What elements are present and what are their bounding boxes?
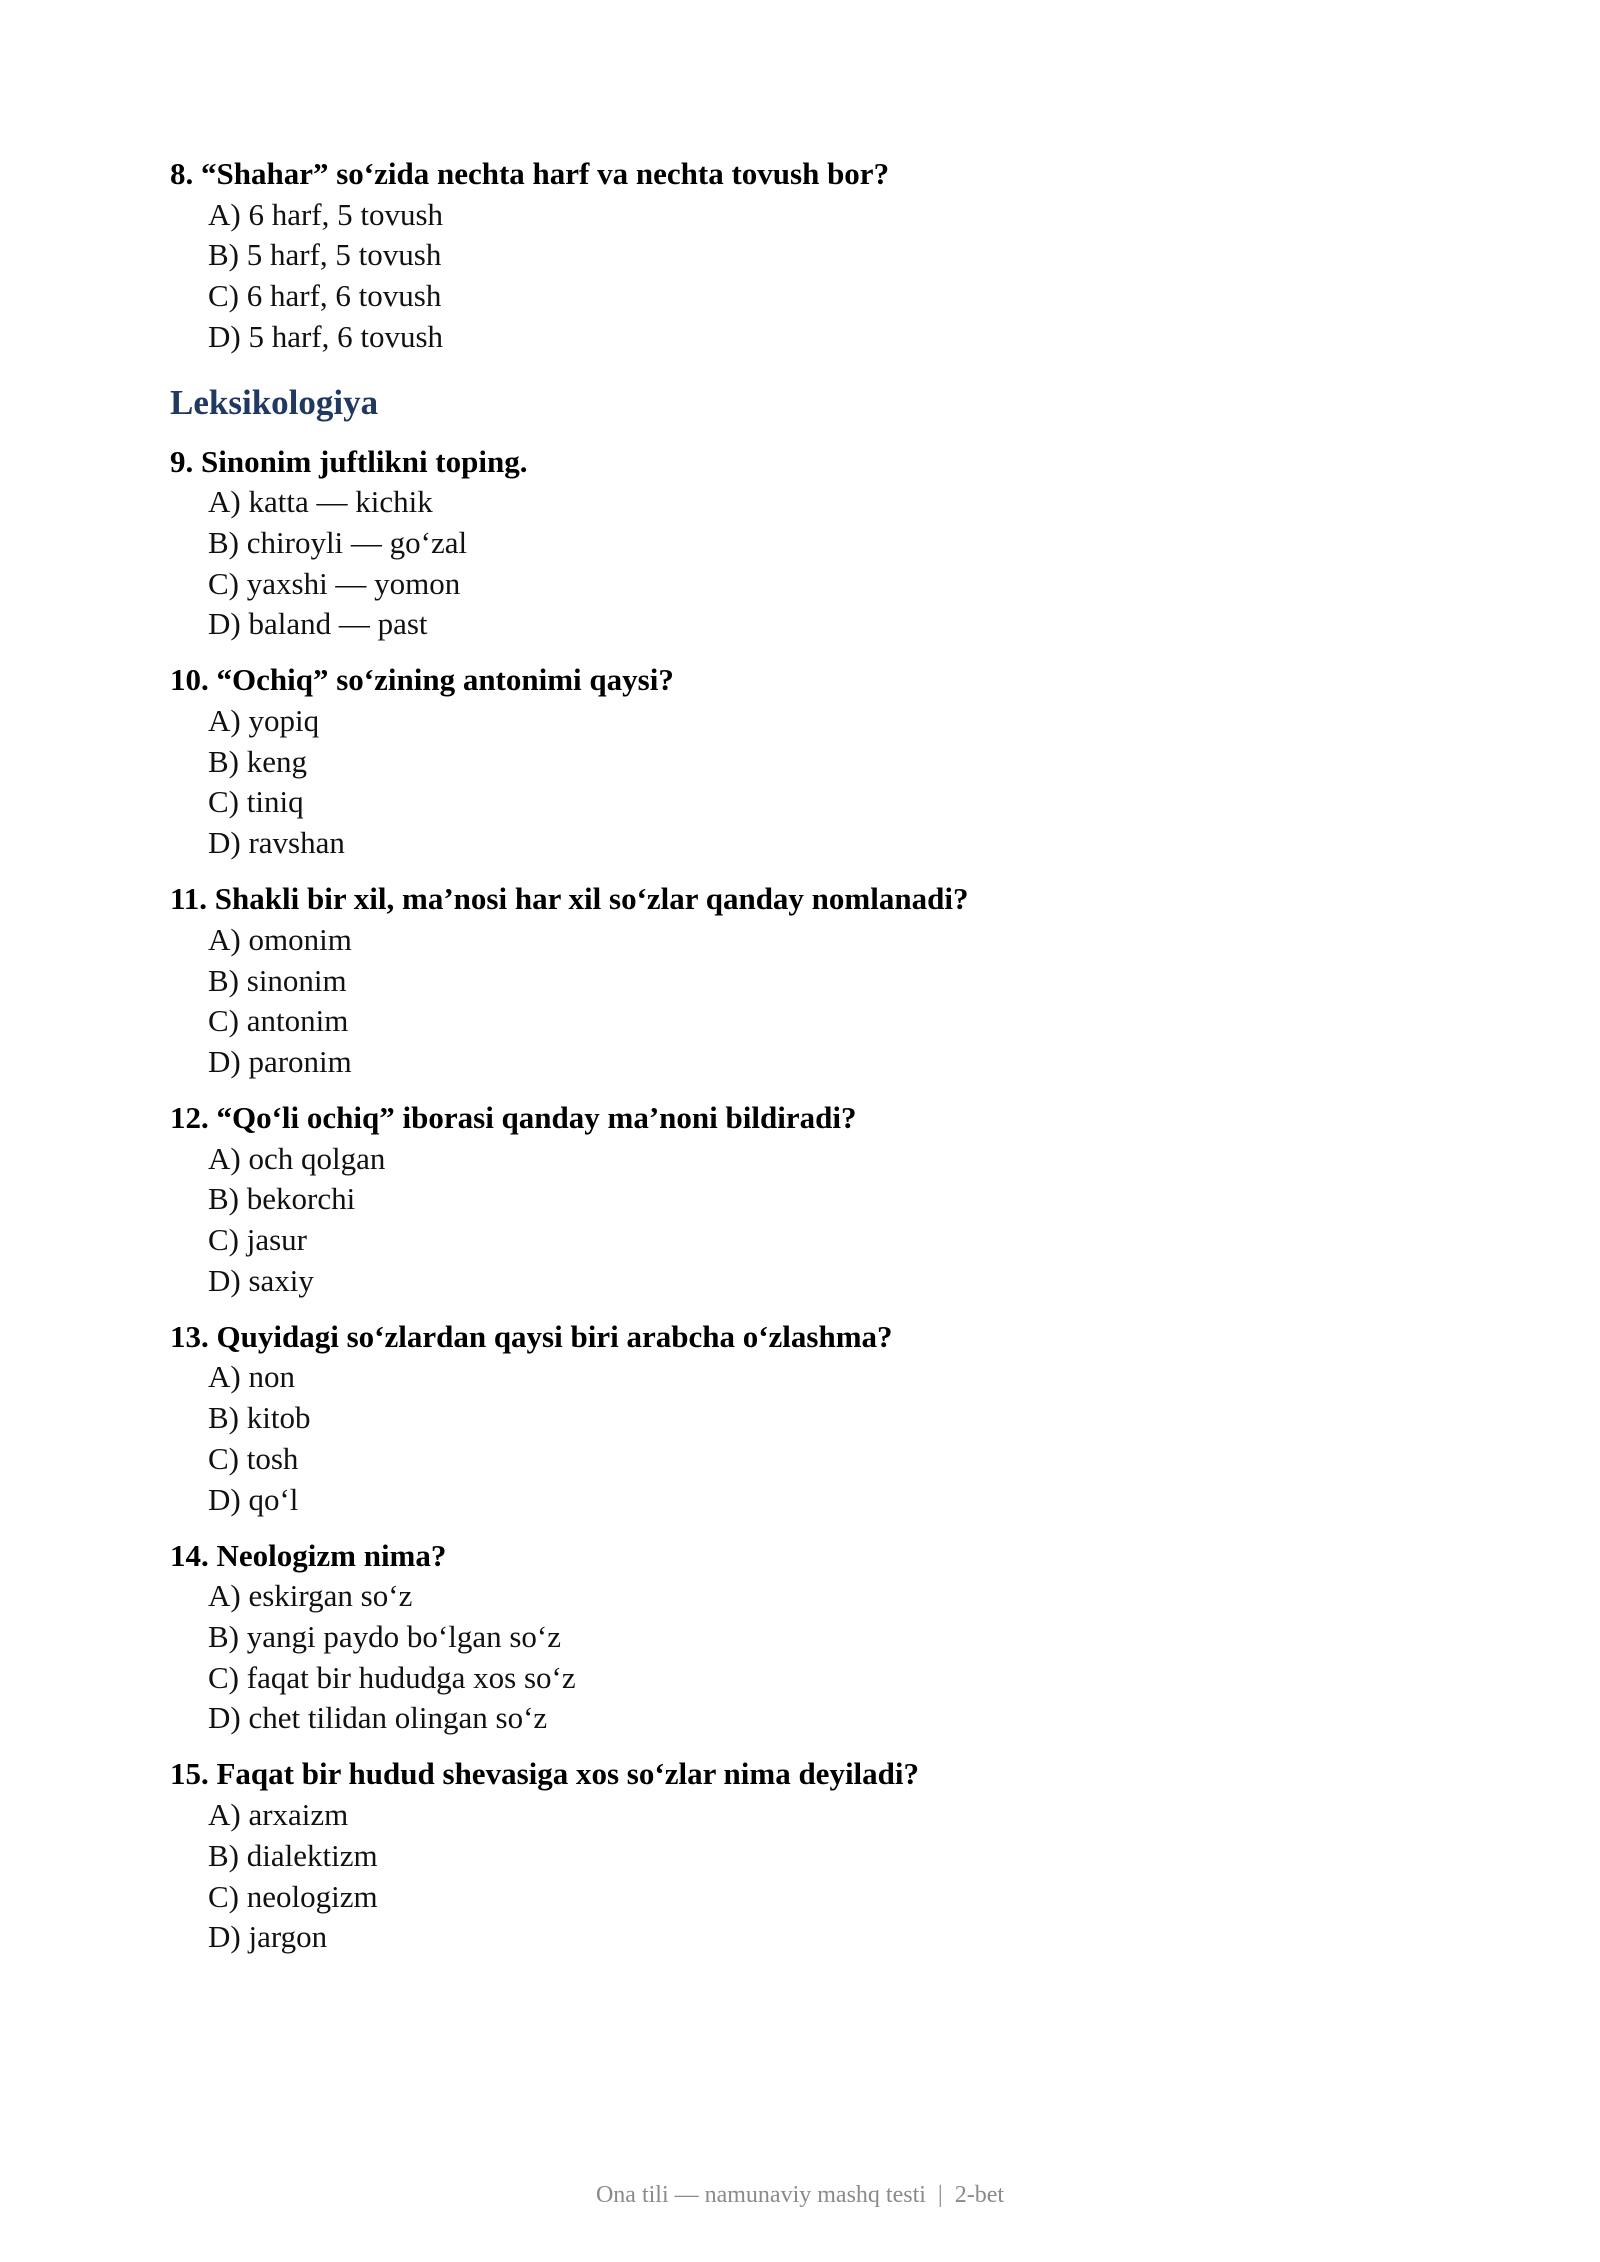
- question-number: 13.: [170, 1318, 209, 1354]
- option-letter: C): [208, 278, 239, 314]
- option-letter: B): [208, 743, 239, 779]
- question-number: 15.: [170, 1756, 209, 1792]
- option-c: [170, 276, 1430, 317]
- option-b: [170, 235, 1430, 276]
- option-text: sinonim: [246, 962, 347, 998]
- question-line: [170, 442, 1430, 483]
- option-b: [170, 1836, 1430, 1877]
- option-a: [170, 1795, 1430, 1836]
- option-letter: D): [208, 1262, 241, 1298]
- option-text: katta — kichik: [248, 484, 433, 520]
- question-prompt: “Shahar” so‘zida nechta harf va nechta tovush bor?: [201, 156, 890, 191]
- option-b: [170, 961, 1430, 1002]
- question-prompt: “Ochiq” so‘zining antonimi qaysi?: [216, 662, 674, 698]
- option-text: jasur: [246, 1222, 308, 1258]
- question-number: 8.: [170, 156, 194, 191]
- option-letter: A): [208, 1140, 241, 1176]
- option-letter: C): [208, 565, 239, 601]
- option-b: [170, 1179, 1430, 1220]
- option-letter: A): [208, 1797, 241, 1833]
- option-letter: C): [208, 1222, 239, 1258]
- question-block-13: [170, 1317, 1430, 1521]
- option-letter: C): [208, 784, 239, 820]
- question-line: [170, 1536, 1430, 1577]
- question-number: 14.: [170, 1537, 209, 1573]
- option-a: [170, 195, 1430, 236]
- option-b: [170, 1398, 1430, 1439]
- option-letter: B): [208, 1181, 239, 1217]
- option-letter: A): [208, 703, 241, 739]
- option-text: tosh: [246, 1440, 299, 1476]
- option-d: [170, 317, 1430, 358]
- option-text: dialektizm: [246, 1837, 378, 1873]
- option-c: [170, 1001, 1430, 1042]
- option-a: [170, 920, 1430, 961]
- option-text: ravshan: [248, 825, 345, 861]
- option-text: neologizm: [246, 1878, 378, 1914]
- option-c: [170, 564, 1430, 605]
- option-text: jargon: [248, 1919, 328, 1955]
- footer-page-number: 2-bet: [954, 2182, 1005, 2208]
- option-letter: A): [208, 196, 241, 232]
- option-letter: D): [208, 1043, 241, 1079]
- option-text: omonim: [248, 921, 352, 957]
- option-letter: B): [208, 1618, 239, 1654]
- option-text: qo‘l: [248, 1481, 299, 1517]
- option-text: chet tilidan olingan so‘z: [248, 1700, 548, 1736]
- option-text: non: [248, 1359, 295, 1395]
- option-text: baland — past: [248, 606, 428, 642]
- question-prompt: Quyidagi so‘zlardan qaysi biri arabcha o‘zlashma?: [216, 1318, 893, 1354]
- option-text: 5 harf, 6 tovush: [248, 318, 444, 354]
- option-text: paronim: [248, 1043, 352, 1079]
- option-text: saxiy: [248, 1262, 314, 1298]
- question-block-10: [170, 660, 1430, 864]
- question-line: [170, 1317, 1430, 1358]
- question-line: [170, 660, 1430, 701]
- option-text: arxaizm: [248, 1797, 349, 1833]
- option-d: [170, 823, 1430, 864]
- option-d: [170, 604, 1430, 645]
- question-line: [170, 1098, 1430, 1139]
- test-page-content: [170, 154, 1430, 1958]
- option-letter: C): [208, 1003, 239, 1039]
- option-c: [170, 1877, 1430, 1918]
- option-letter: D): [208, 825, 241, 861]
- option-letter: A): [208, 921, 241, 957]
- question-prompt: Neologizm nima?: [216, 1537, 447, 1573]
- option-d: [170, 1917, 1430, 1958]
- option-text: yopiq: [248, 703, 320, 739]
- option-b: [170, 742, 1430, 783]
- question-prompt: “Qo‘li ochiq” iborasi qanday ma’noni bildiradi?: [216, 1099, 857, 1135]
- page-footer: [0, 2180, 1600, 2210]
- question-block-15: [170, 1754, 1430, 1958]
- option-a: [170, 701, 1430, 742]
- option-a: [170, 1357, 1430, 1398]
- option-letter: A): [208, 1359, 241, 1395]
- question-line: [170, 1754, 1430, 1795]
- option-text: chiroyli — go‘zal: [246, 524, 468, 560]
- option-d: [170, 1042, 1430, 1083]
- option-text: eskirgan so‘z: [248, 1578, 413, 1614]
- option-letter: D): [208, 606, 241, 642]
- question-prompt: Shakli bir xil, ma’nosi har xil so‘zlar qanday nomlanadi?: [214, 881, 969, 917]
- option-letter: B): [208, 524, 239, 560]
- question-block-11: [170, 879, 1430, 1083]
- question-block-12: [170, 1098, 1430, 1302]
- option-c: [170, 1658, 1430, 1699]
- question-block-9: [170, 442, 1430, 646]
- option-a: [170, 1576, 1430, 1617]
- question-line: [170, 154, 1430, 195]
- option-text: bekorchi: [246, 1181, 356, 1217]
- option-text: 6 harf, 5 tovush: [248, 196, 444, 232]
- option-text: faqat bir hududga xos so‘z: [246, 1659, 576, 1695]
- option-c: [170, 782, 1430, 823]
- question-number: 11.: [170, 881, 208, 917]
- option-d: [170, 1261, 1430, 1302]
- option-d: [170, 1698, 1430, 1739]
- question-prompt: Faqat bir hudud shevasiga xos so‘zlar nima deyiladi?: [216, 1756, 920, 1792]
- option-letter: B): [208, 1400, 239, 1436]
- option-text: och qolgan: [248, 1140, 386, 1176]
- option-letter: D): [208, 1700, 241, 1736]
- option-d: [170, 1480, 1430, 1521]
- option-letter: D): [208, 318, 241, 354]
- option-c: [170, 1220, 1430, 1261]
- option-text: 5 harf, 5 tovush: [246, 237, 442, 273]
- question-number: 12.: [170, 1099, 209, 1135]
- option-b: [170, 523, 1430, 564]
- question-number: 10.: [170, 662, 209, 698]
- option-a: [170, 1139, 1430, 1180]
- question-line: [170, 879, 1430, 920]
- option-letter: A): [208, 1578, 241, 1614]
- question-block-14: [170, 1536, 1430, 1740]
- option-text: tiniq: [246, 784, 304, 820]
- option-letter: D): [208, 1481, 241, 1517]
- option-letter: C): [208, 1659, 239, 1695]
- option-c: [170, 1439, 1430, 1480]
- question-prompt: Sinonim juftlikni toping.: [201, 443, 528, 479]
- option-text: antonim: [246, 1003, 349, 1039]
- option-letter: C): [208, 1440, 239, 1476]
- question-block-8: [170, 154, 1430, 358]
- option-letter: B): [208, 1837, 239, 1873]
- option-letter: B): [208, 962, 239, 998]
- option-letter: B): [208, 237, 239, 273]
- option-a: [170, 482, 1430, 523]
- section-heading: Leksikologiya: [170, 382, 379, 422]
- option-letter: A): [208, 484, 241, 520]
- option-text: kitob: [246, 1400, 311, 1436]
- option-text: keng: [246, 743, 308, 779]
- option-text: 6 harf, 6 tovush: [246, 278, 442, 314]
- option-b: [170, 1617, 1430, 1658]
- option-text: yaxshi — yomon: [246, 565, 461, 601]
- option-letter: C): [208, 1878, 239, 1914]
- option-letter: D): [208, 1919, 241, 1955]
- footer-title: Ona tili — namunaviy mashq testi: [595, 2182, 926, 2208]
- option-text: yangi paydo bo‘lgan so‘z: [246, 1618, 561, 1654]
- footer-separator: |: [937, 2182, 943, 2208]
- question-number: 9.: [170, 443, 194, 479]
